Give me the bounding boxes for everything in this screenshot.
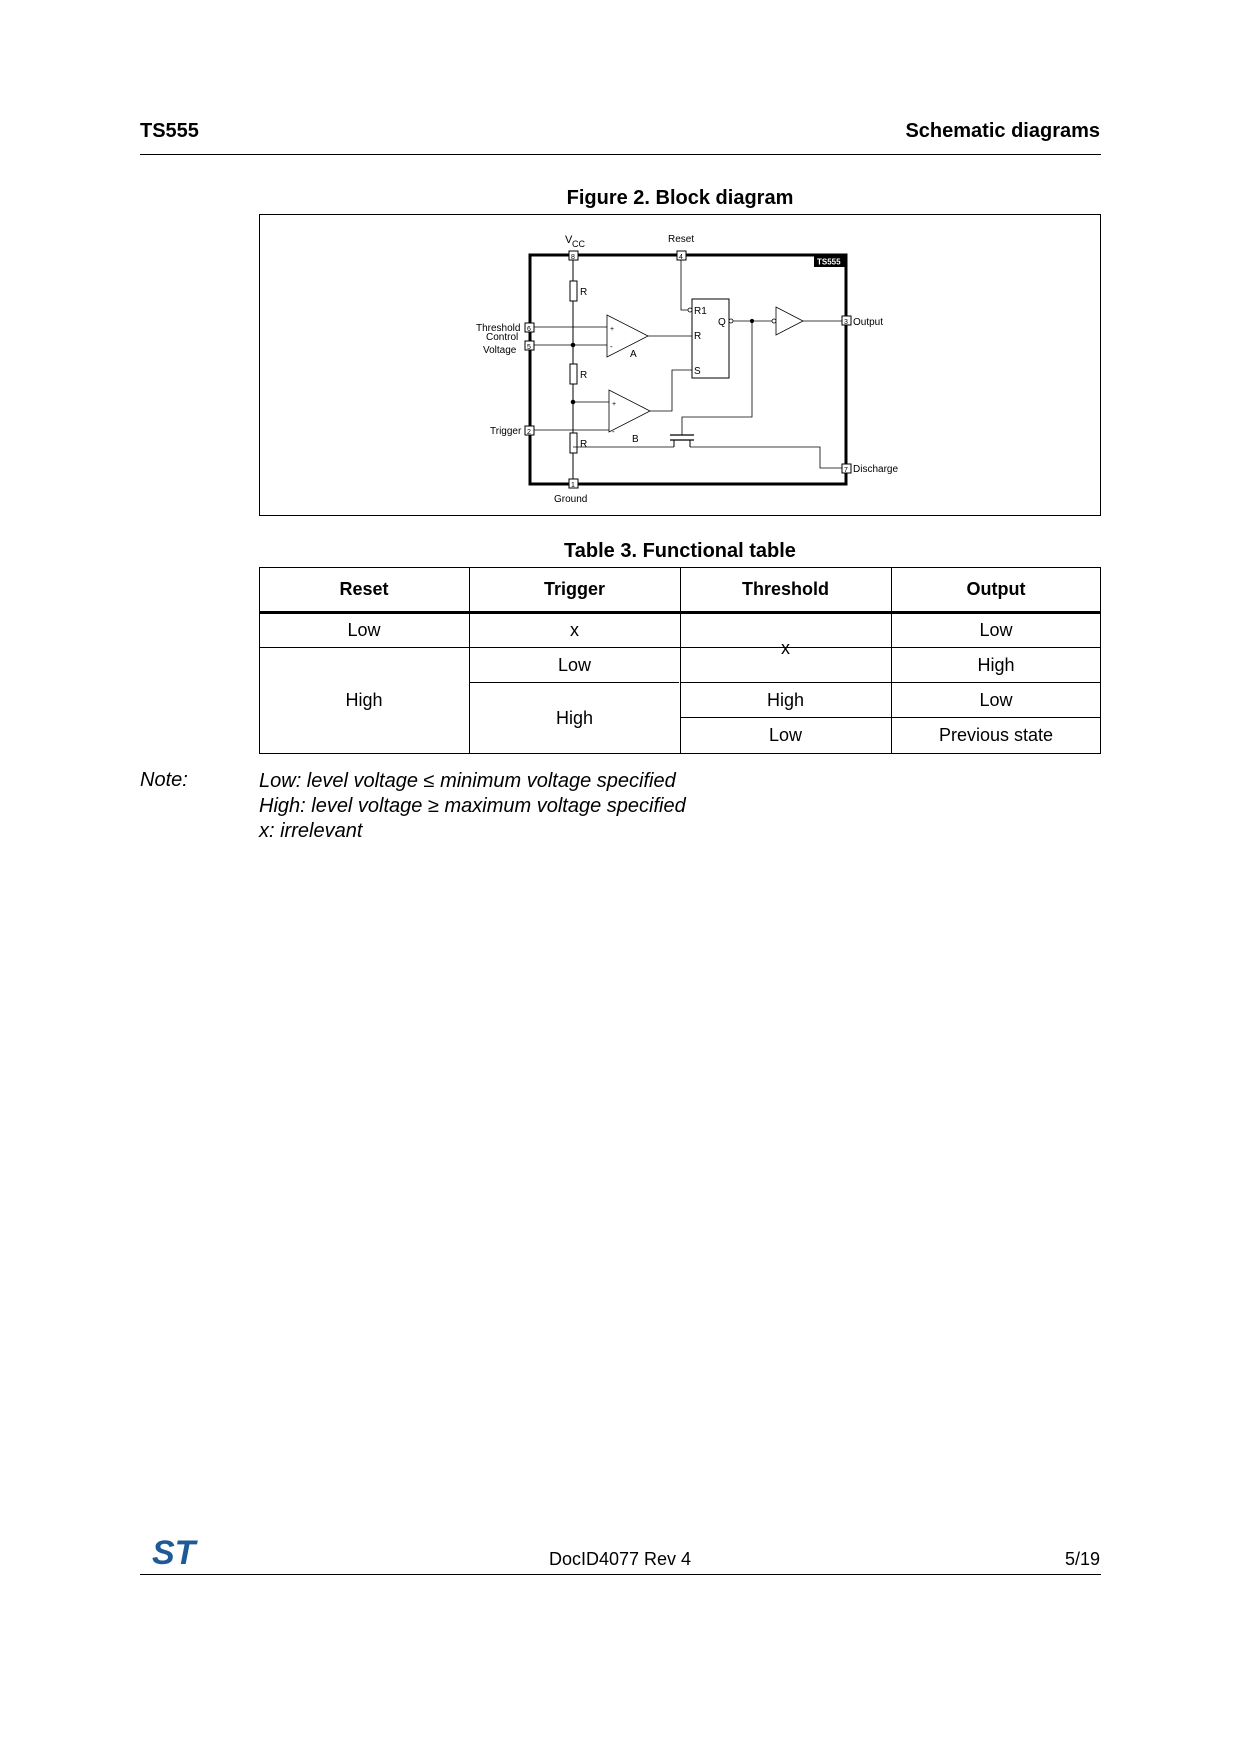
vcc-label: V	[565, 234, 573, 246]
note-label: Note:	[140, 769, 188, 791]
pin-3-number: 3	[844, 319, 848, 326]
chip-label: TS555	[817, 257, 841, 267]
flipflop-q-label: Q	[718, 317, 726, 328]
b-to-s-wire	[650, 370, 692, 411]
flipflop-r-label: R	[694, 331, 702, 342]
ground-label: Ground	[554, 494, 588, 505]
pin-1-number: 1	[571, 482, 575, 489]
st-logo-icon	[150, 1535, 210, 1569]
ref-b-node	[571, 400, 575, 404]
footer-divider	[140, 1574, 1101, 1575]
comparator-a-plus: +	[610, 326, 615, 333]
st-logo	[150, 1535, 210, 1574]
control-label-line1: Control	[486, 332, 519, 343]
comparator-b-plus: +	[612, 401, 617, 408]
table-header-threshold: Threshold	[741, 578, 829, 599]
control-label-line2: Voltage	[483, 345, 517, 356]
resistor-3-label: R	[580, 439, 588, 450]
block-diagram-frame	[259, 214, 1101, 516]
cell-trigger-high: High	[555, 707, 594, 728]
cell-threshold-x: x	[781, 637, 790, 658]
pin-6-number: 6	[527, 326, 531, 333]
note-body	[259, 769, 686, 844]
cell-output-3: Low	[979, 689, 1013, 710]
output-label: Output	[853, 317, 884, 328]
pin-5-number: 5	[527, 344, 531, 351]
vcc-sub: CC	[572, 239, 585, 249]
comparator-b-minus: -	[612, 427, 615, 436]
note-line-high: High: level voltage ≥ maximum voltage specified	[259, 795, 686, 817]
cell-threshold-high: High	[766, 689, 805, 710]
flipflop-s-label: S	[694, 366, 701, 377]
resistor-2	[570, 364, 577, 384]
r1-bubble	[688, 308, 692, 312]
table-caption: Table 3. Functional table	[564, 540, 796, 562]
reset-label: Reset	[668, 234, 695, 245]
resistor-1	[570, 281, 577, 301]
footer-page-number: 5/19	[1064, 1549, 1100, 1569]
cell-trigger-low: Low	[557, 654, 592, 675]
output-buffer	[776, 307, 803, 335]
pin-4-number: 4	[679, 254, 683, 261]
discharge-out-wire	[690, 447, 842, 468]
trigger-label: Trigger	[490, 426, 522, 437]
cell-trigger-x: x	[570, 620, 579, 640]
buffer-bubble	[772, 319, 776, 323]
cell-output-1: Low	[979, 620, 1013, 640]
comparator-a-label: A	[630, 349, 637, 360]
table-header-reset: Reset	[339, 578, 389, 599]
pin-2-number: 2	[527, 429, 531, 436]
pin-8-number: 8	[571, 254, 575, 261]
resistor-2-label: R	[580, 370, 588, 381]
q-bubble	[729, 319, 733, 323]
cell-output-4: Previous state	[938, 725, 1054, 745]
comparator-a-minus: -	[610, 342, 613, 351]
comparator-b	[609, 390, 650, 432]
cell-threshold-low: Low	[768, 725, 803, 745]
pin-7-number: 7	[844, 467, 848, 474]
footer-doc-id: DocID4077 Rev 4	[548, 1549, 692, 1569]
note-line-x: x: irrelevant	[259, 820, 363, 842]
threshold-label: Threshold	[476, 323, 521, 334]
cell-reset-low: Low	[347, 620, 381, 640]
discharge-label: Discharge	[853, 464, 899, 475]
comparator-a	[607, 315, 648, 357]
reset-wire	[681, 260, 688, 310]
svg-text:ST: ST	[152, 1535, 196, 1569]
header-divider	[140, 154, 1101, 155]
table-header-trigger: Trigger	[543, 578, 605, 599]
note-line-low: Low: level voltage ≤ minimum voltage specified	[259, 770, 676, 792]
figure-caption: Figure 2. Block diagram	[566, 187, 794, 209]
block-diagram	[260, 215, 1100, 515]
functional-table	[259, 567, 1101, 754]
resistor-3	[570, 433, 577, 453]
comparator-b-label: B	[632, 434, 639, 445]
cell-reset-high: High	[345, 690, 383, 710]
resistor-1-label: R	[580, 287, 588, 298]
document-title: TS555	[140, 120, 199, 142]
control-node	[571, 343, 575, 347]
flipflop-r1-label: R1	[694, 306, 707, 317]
section-title: Schematic diagrams	[905, 120, 1100, 142]
cell-output-2: High	[977, 654, 1015, 675]
table-header-output: Output	[966, 578, 1026, 599]
